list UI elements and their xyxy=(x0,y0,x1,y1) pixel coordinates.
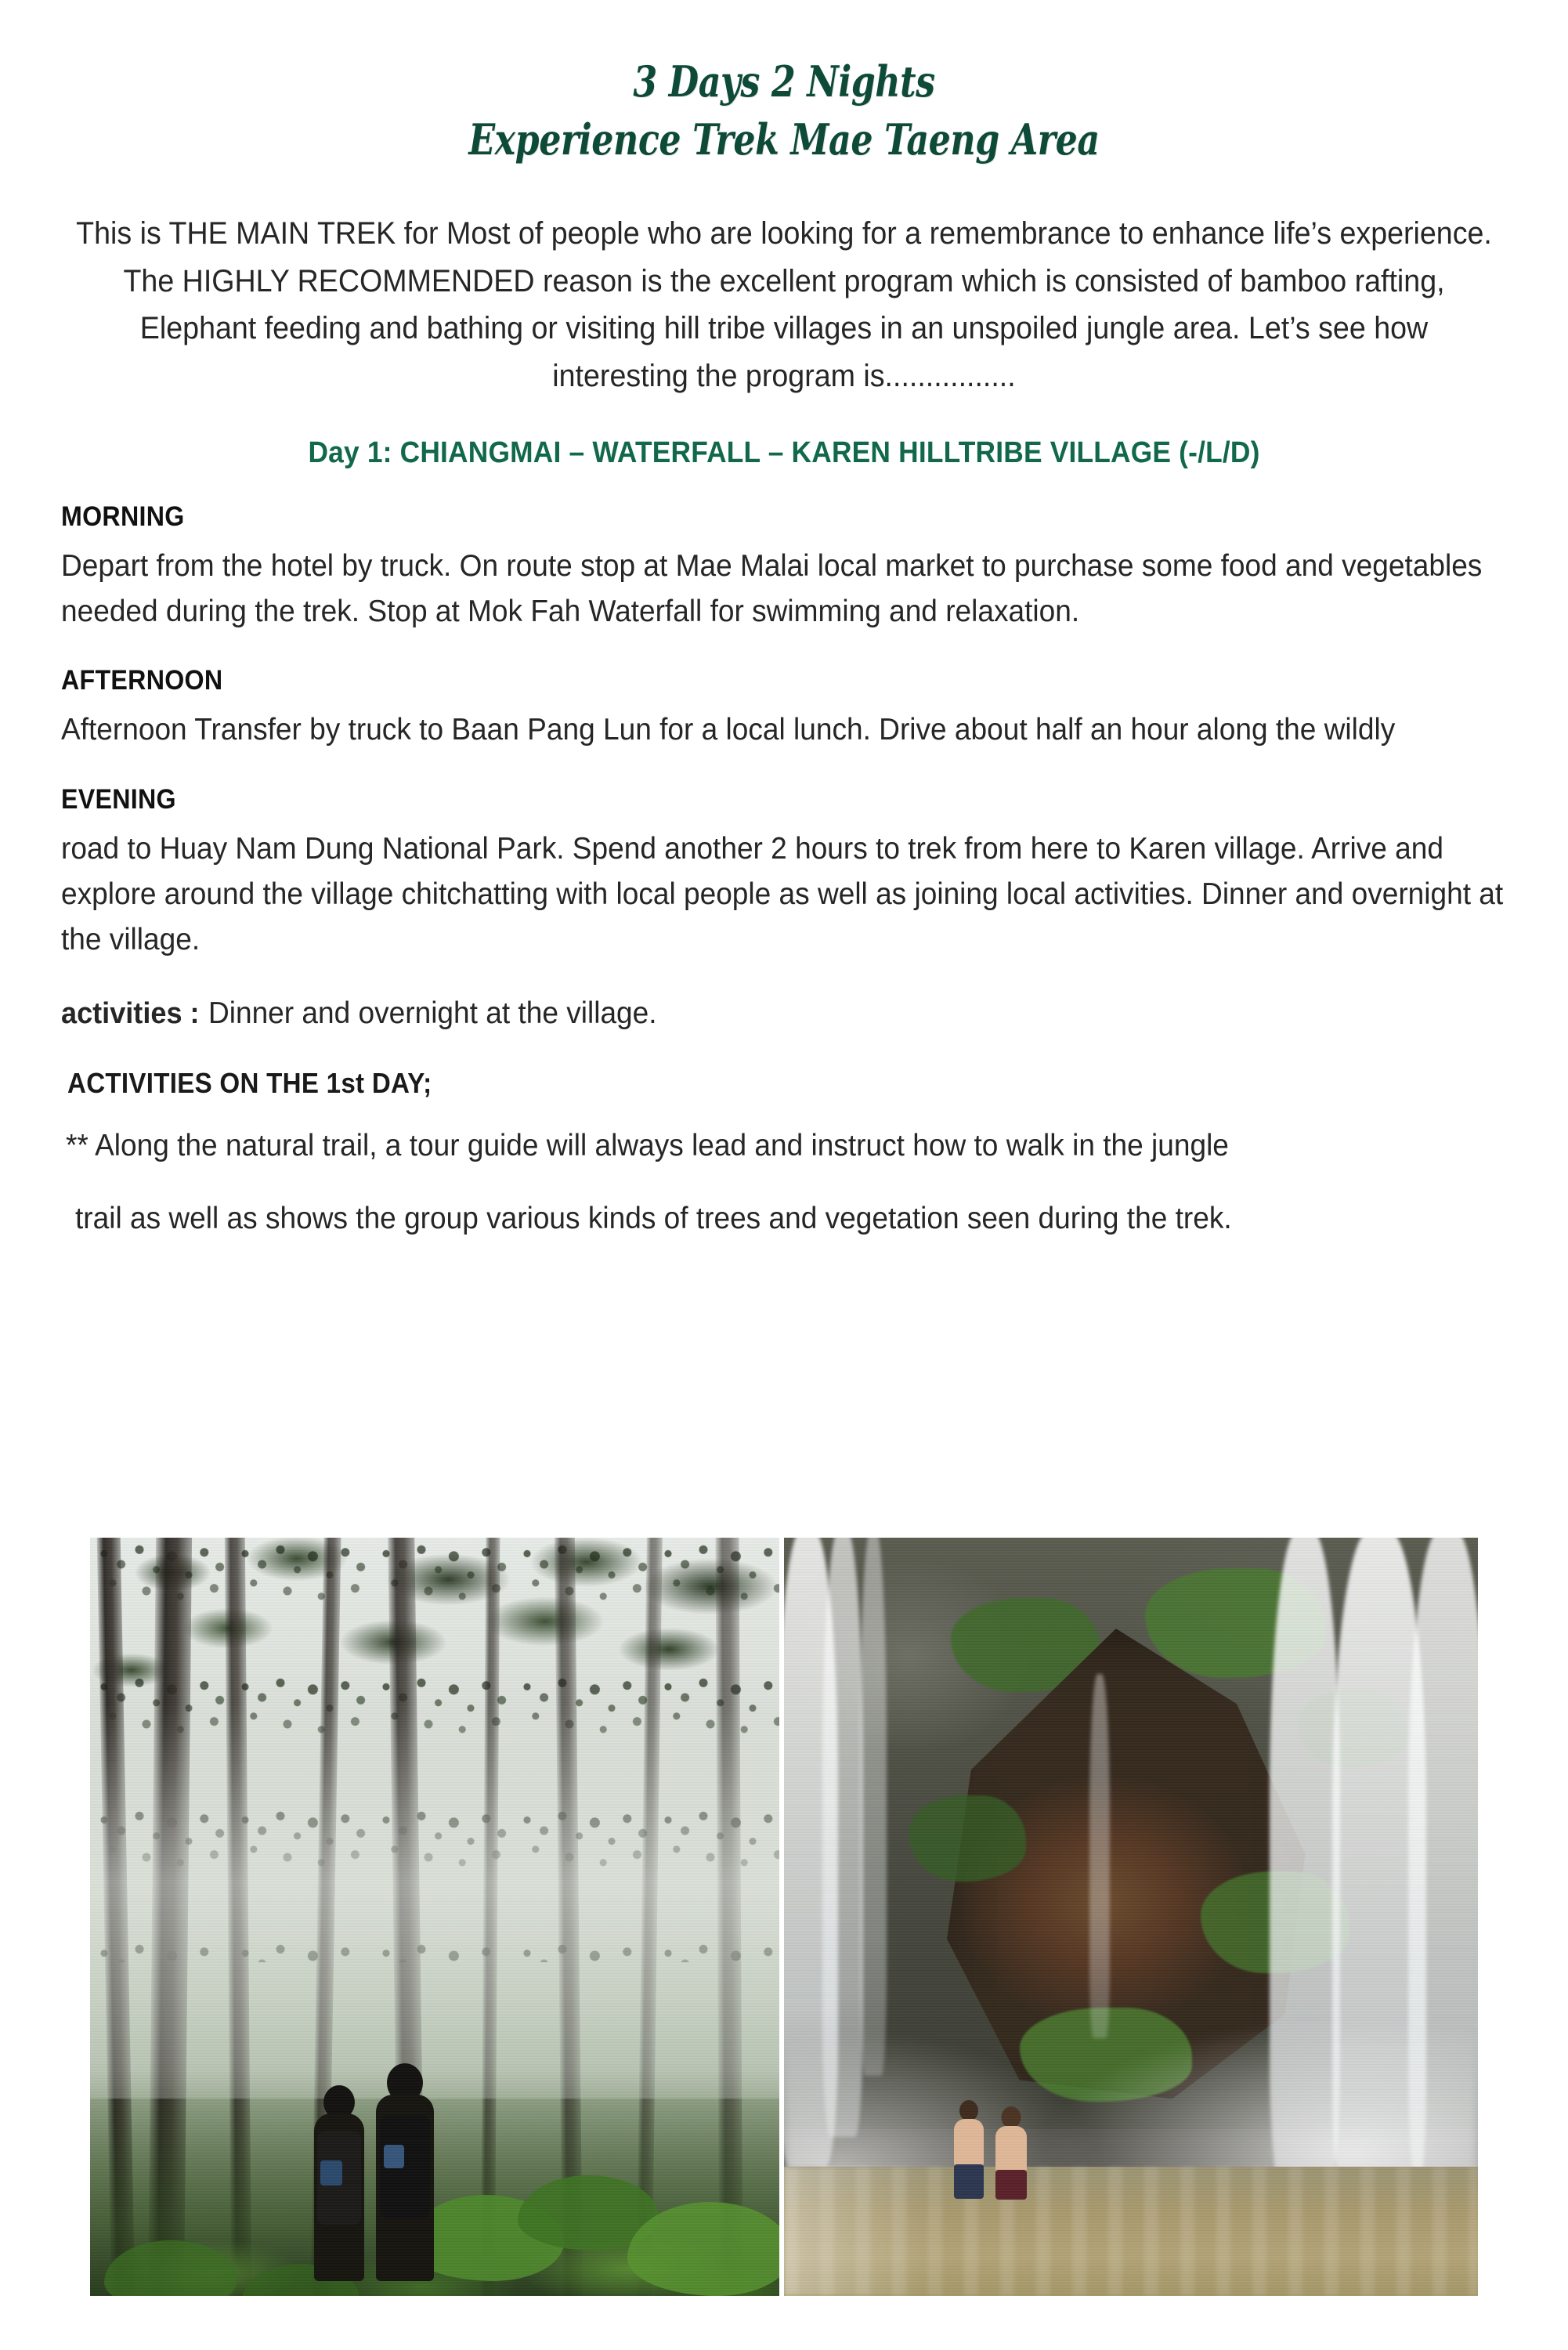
section-label-afternoon: AFTERNOON xyxy=(61,665,223,696)
title-line-1: 3 Days 2 Nights xyxy=(633,56,935,107)
section-body-afternoon: Afternoon Transfer by truck to Baan Pang Lun for a local lunch. Drive about half an hour along the wildly xyxy=(61,713,1396,747)
activities-inline-value: Dinner and overnight at the village. xyxy=(208,996,657,1031)
activities-note-line-1: ** Along the natural trail, a tour guide will always lead and instruct how to walk in the jungle xyxy=(66,1129,1229,1163)
trekker-figure xyxy=(376,2063,434,2281)
section-label-morning: MORNING xyxy=(61,501,185,532)
swimmer-figure xyxy=(995,2106,1027,2197)
document-title-block xyxy=(0,0,1568,166)
swimmer-shorts xyxy=(995,2170,1027,2200)
intro-paragraph: This is THE MAIN TREK for Most of people who are looking for a remembrance to enhance life’s experience. The HIGHLY RECOMMENDED reason is the excellent program which is consisted of bamboo rafting, Elephant feeding and bathing or visiting hill tribe villages in an unspoiled jungle area. Let’s see how interesting the program is................ xyxy=(76,215,1492,394)
section-label-evening: EVENING xyxy=(61,784,176,815)
title-line-2: Experience Trek Mae Taeng Area xyxy=(468,114,1100,164)
trekker-figure xyxy=(314,2085,364,2281)
trekker-backpack-highlight xyxy=(320,2160,342,2186)
trekker-backpack-highlight xyxy=(384,2145,404,2168)
swimmer-head xyxy=(959,2100,978,2121)
activities-first-day-heading: ACTIVITIES ON THE 1st DAY; xyxy=(67,1067,432,1100)
waterfall-photo xyxy=(784,1538,1478,2296)
activities-inline-label: activities : xyxy=(61,997,200,1031)
moss-patch xyxy=(909,1795,1026,1882)
swimmer-figure xyxy=(954,2100,984,2197)
waterfall-pool-shimmer xyxy=(784,2167,1478,2296)
section-body-evening: road to Huay Nam Dung National Park. Spend another 2 hours to trek from here to Karen village. Arrive and explore around the village chitchatting with local people as well as joining local activities. Dinner and overnight at the village. xyxy=(61,832,1504,956)
section-body-morning: Depart from the hotel by truck. On route stop at Mae Malai local market to purchase some food and vegetables needed during the trek. Stop at Mok Fah Waterfall for swimming and relaxation. xyxy=(61,548,1483,628)
jungle-trek-photo xyxy=(90,1538,779,2296)
itinerary-body xyxy=(61,501,1518,1242)
swimmer-torso xyxy=(954,2119,984,2167)
swimmer-head xyxy=(1002,2106,1021,2128)
photo-strip xyxy=(90,1538,1478,2296)
activities-note-line-2: trail as well as shows the group various kinds of trees and vegetation seen during the trek. xyxy=(75,1201,1232,1235)
day-1-heading: Day 1: CHIANGMAI – WATERFALL – KAREN HILLTRIBE VILLAGE (-/L/D) xyxy=(308,436,1260,469)
activities-inline-row xyxy=(61,996,1445,1031)
swimmer-torso xyxy=(995,2126,1027,2173)
jungle-foliage-texture xyxy=(90,1538,779,1962)
swimmer-shorts xyxy=(954,2164,984,2199)
